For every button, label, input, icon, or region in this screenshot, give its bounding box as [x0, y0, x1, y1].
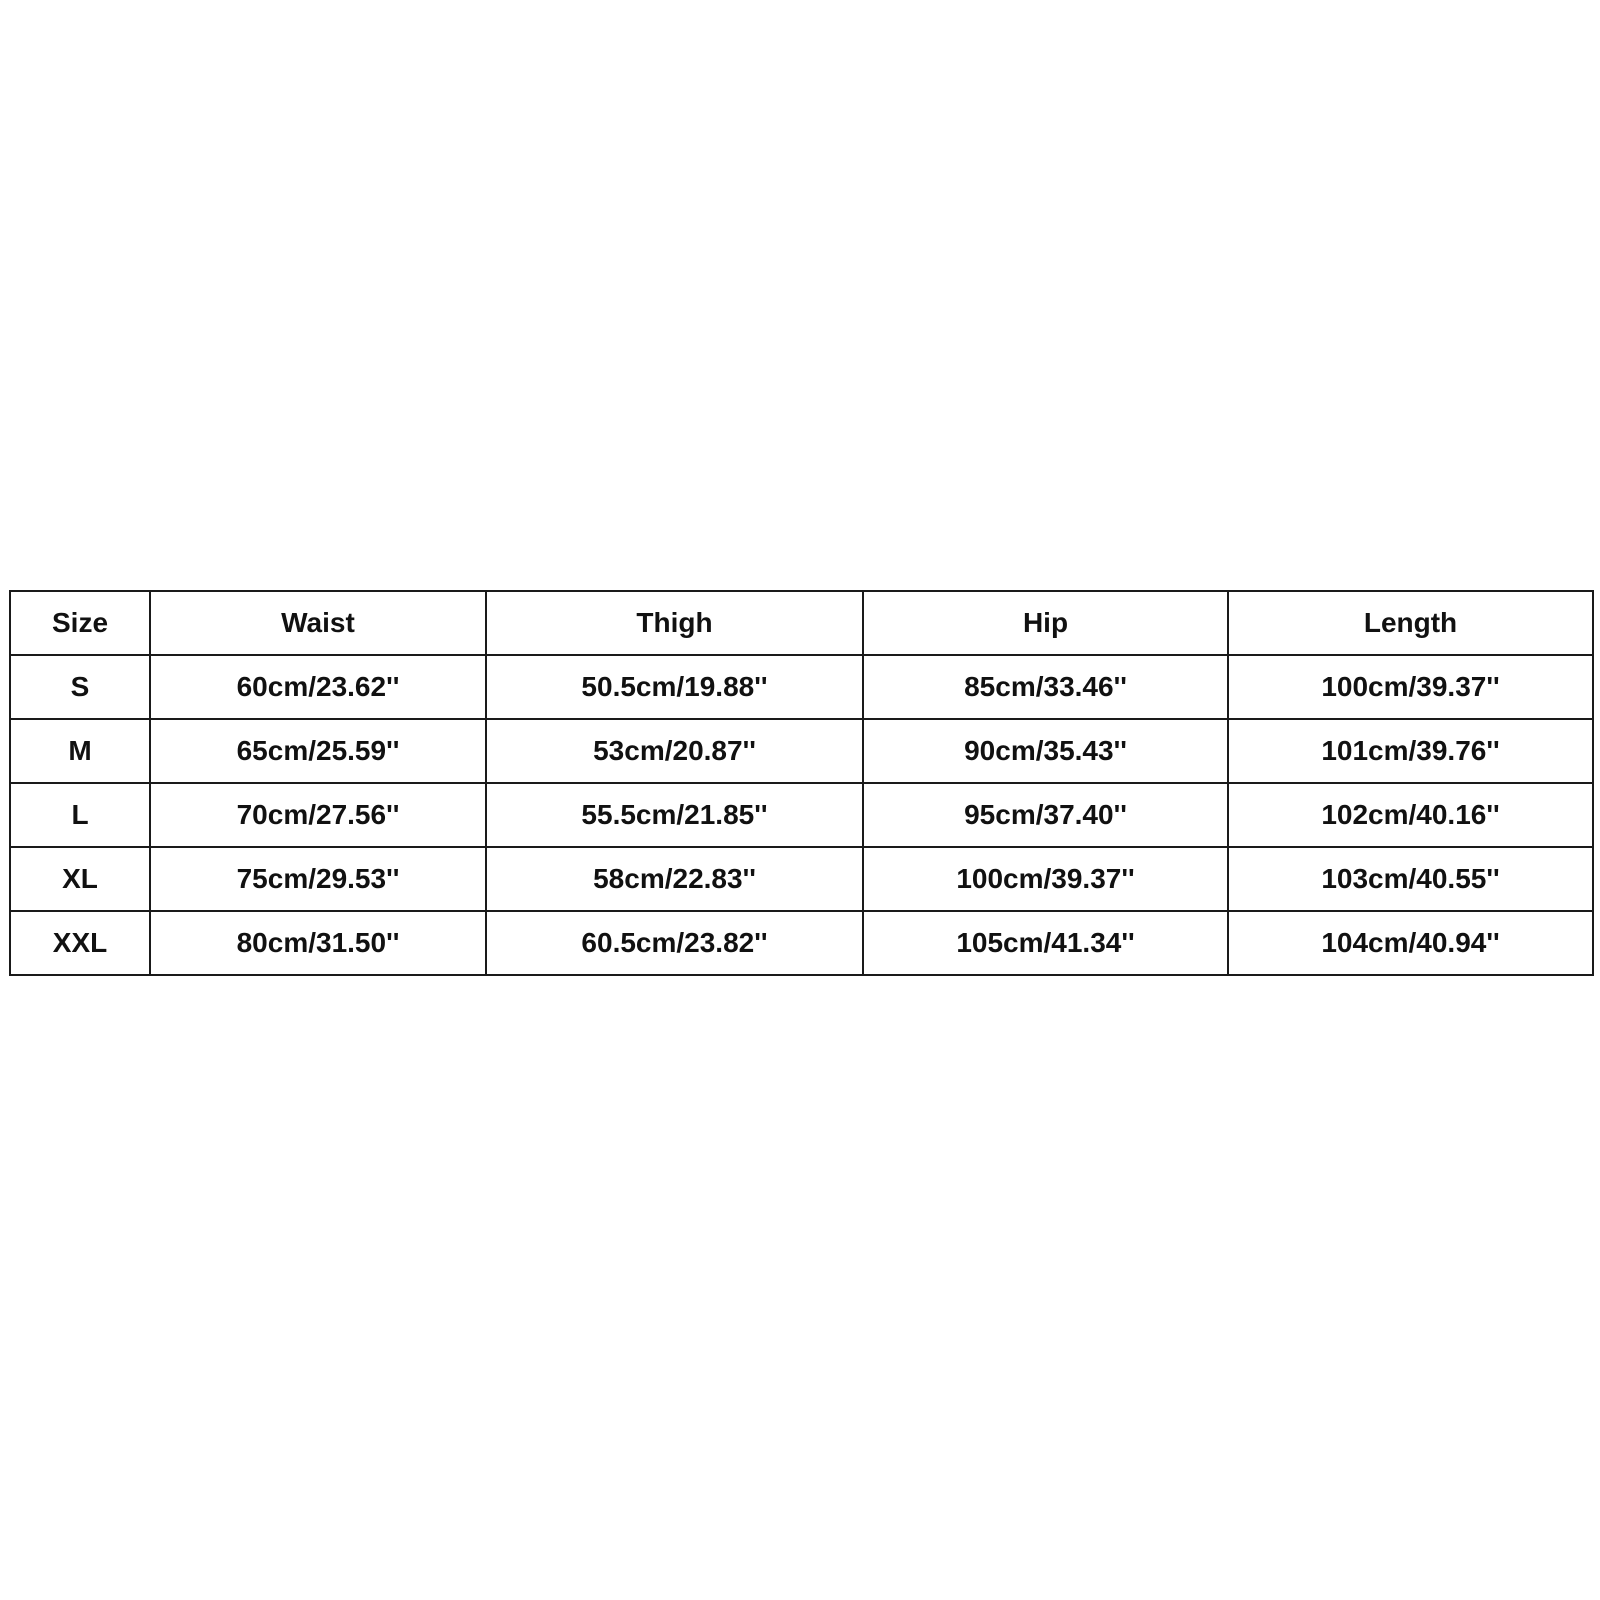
cell-hip: 100cm/39.37'': [863, 847, 1228, 911]
size-chart-table: [9, 590, 1594, 976]
cell-thigh: 50.5cm/19.88'': [486, 655, 863, 719]
header-waist: Waist: [150, 591, 486, 655]
table-row: [10, 847, 1593, 911]
cell-length: 104cm/40.94'': [1228, 911, 1593, 975]
cell-size: L: [10, 783, 150, 847]
cell-thigh: 58cm/22.83'': [486, 847, 863, 911]
table-row: [10, 719, 1593, 783]
cell-length: 100cm/39.37'': [1228, 655, 1593, 719]
cell-size: M: [10, 719, 150, 783]
header-size: Size: [10, 591, 150, 655]
cell-hip: 85cm/33.46'': [863, 655, 1228, 719]
table-row: [10, 911, 1593, 975]
cell-waist: 60cm/23.62'': [150, 655, 486, 719]
cell-waist: 70cm/27.56'': [150, 783, 486, 847]
header-length: Length: [1228, 591, 1593, 655]
header-hip: Hip: [863, 591, 1228, 655]
cell-waist: 80cm/31.50'': [150, 911, 486, 975]
cell-length: 102cm/40.16'': [1228, 783, 1593, 847]
cell-thigh: 53cm/20.87'': [486, 719, 863, 783]
header-thigh: Thigh: [486, 591, 863, 655]
cell-waist: 65cm/25.59'': [150, 719, 486, 783]
header-row: [10, 591, 1593, 655]
cell-length: 103cm/40.55'': [1228, 847, 1593, 911]
cell-thigh: 60.5cm/23.82'': [486, 911, 863, 975]
cell-hip: 90cm/35.43'': [863, 719, 1228, 783]
cell-hip: 95cm/37.40'': [863, 783, 1228, 847]
table-row: [10, 783, 1593, 847]
cell-thigh: 55.5cm/21.85'': [486, 783, 863, 847]
cell-size: S: [10, 655, 150, 719]
table-row: [10, 655, 1593, 719]
cell-waist: 75cm/29.53'': [150, 847, 486, 911]
cell-length: 101cm/39.76'': [1228, 719, 1593, 783]
cell-size: XXL: [10, 911, 150, 975]
cell-size: XL: [10, 847, 150, 911]
cell-hip: 105cm/41.34'': [863, 911, 1228, 975]
